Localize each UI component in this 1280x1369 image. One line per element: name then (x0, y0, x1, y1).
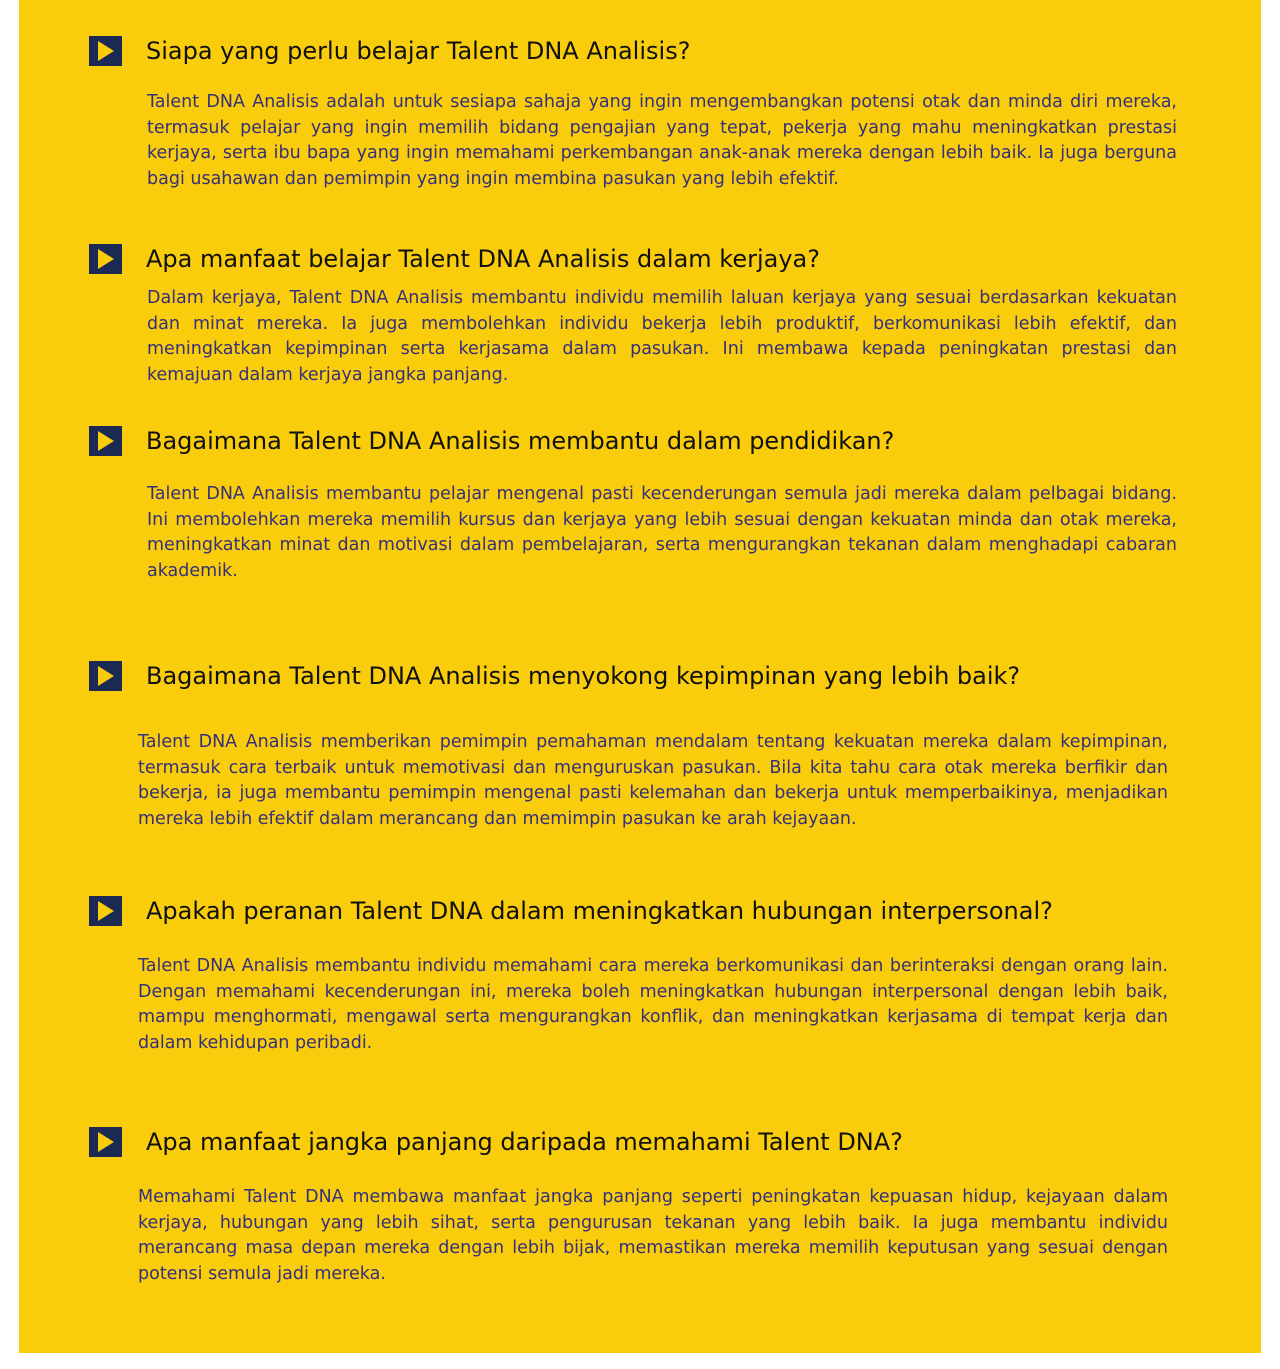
play-icon (89, 896, 122, 926)
question-text: Bagaimana Talent DNA Analisis menyokong kepimpinan yang lebih baik? (146, 662, 1021, 690)
question-text: Bagaimana Talent DNA Analisis membantu dalam pendidikan? (146, 427, 895, 455)
question-row (89, 242, 1209, 276)
question-row (89, 1125, 1209, 1159)
answer-text: Dalam kerjaya, Talent DNA Analisis membantu individu memilih laluan kerjaya yang sesuai berdasarkan kekuatan dan minat mereka. Ia juga membolehkan individu bekerja lebih produktif, berkomunikasi lebih efektif, dan meningkatkan kepimpinan serta kerjasama dalam pasukan. Ini membawa kepada peningkatan prestasi dan kemajuan dalam kerjaya jangka panjang. (147, 288, 1177, 385)
question-text: Siapa yang perlu belajar Talent DNA Analisis? (146, 37, 691, 65)
question-row (89, 34, 1209, 68)
question-text: Apa manfaat belajar Talent DNA Analisis dalam kerjaya? (146, 245, 820, 273)
play-icon (89, 244, 122, 274)
answer-text: Memahami Talent DNA membawa manfaat jangka panjang seperti peningkatan kepuasan hidup, kejayaan dalam kerjaya, hubungan yang lebih sihat, serta pengurusan tekanan yang lebih baik. Ia juga membantu individu merancang masa depan mereka dengan lebih bijak, memastikan mereka memilih keputusan yang sesuai dengan potensi semula jadi mereka. (138, 1187, 1168, 1284)
answer-text: Talent DNA Analisis membantu pelajar mengenal pasti kecenderungan semula jadi mereka dalam pelbagai bidang. Ini membolehkan mereka memilih kursus dan kerjaya yang lebih sesuai dengan kekuatan minda dan otak mereka, meningkatkan minat dan motivasi dalam pembelajaran, serta mengurangkan tekanan dalam menghadapi cabaran akademik. (147, 484, 1177, 581)
question-text: Apa manfaat jangka panjang daripada memahami Talent DNA? (146, 1128, 903, 1156)
question-row (89, 659, 1209, 693)
play-icon (89, 426, 122, 456)
play-icon (89, 661, 122, 691)
question-row (89, 894, 1209, 928)
play-icon (89, 1127, 122, 1157)
faq-panel (19, 0, 1261, 1353)
answer-text: Talent DNA Analisis adalah untuk sesiapa sahaja yang ingin mengembangkan potensi otak dan minda diri mereka, termasuk pelajar yang ingin memilih bidang pengajian yang tepat, pekerja yang mahu meningkatkan prestasi kerjaya, serta ibu bapa yang ingin memahami perkembangan anak-anak mereka dengan lebih baik. Ia juga berguna bagi usahawan dan pemimpin yang ingin membina pasukan yang lebih efektif. (147, 92, 1177, 189)
play-icon (89, 36, 122, 66)
answer-text: Talent DNA Analisis memberikan pemimpin pemahaman mendalam tentang kekuatan mereka dalam kepimpinan, termasuk cara terbaik untuk memotivasi dan menguruskan pasukan. Bila kita tahu cara otak mereka berfikir dan bekerja, ia juga membantu pemimpin mengenal pasti kelemahan dan bekerja untuk memperbaikinya, menjadikan mereka lebih efektif dalam merancang dan memimpin pasukan ke arah kejayaan. (138, 732, 1168, 829)
question-row (89, 424, 1209, 458)
answer-text: Talent DNA Analisis membantu individu memahami cara mereka berkomunikasi dan berinteraksi dengan orang lain. Dengan memahami kecenderungan ini, mereka boleh meningkatkan hubungan interpersonal dengan lebih baik, mampu menghormati, mengawal serta mengurangkan konflik, dan meningkatkan kerjasama di tempat kerja dan dalam kehidupan peribadi. (138, 956, 1168, 1053)
question-text: Apakah peranan Talent DNA dalam meningkatkan hubungan interpersonal? (146, 897, 1053, 925)
